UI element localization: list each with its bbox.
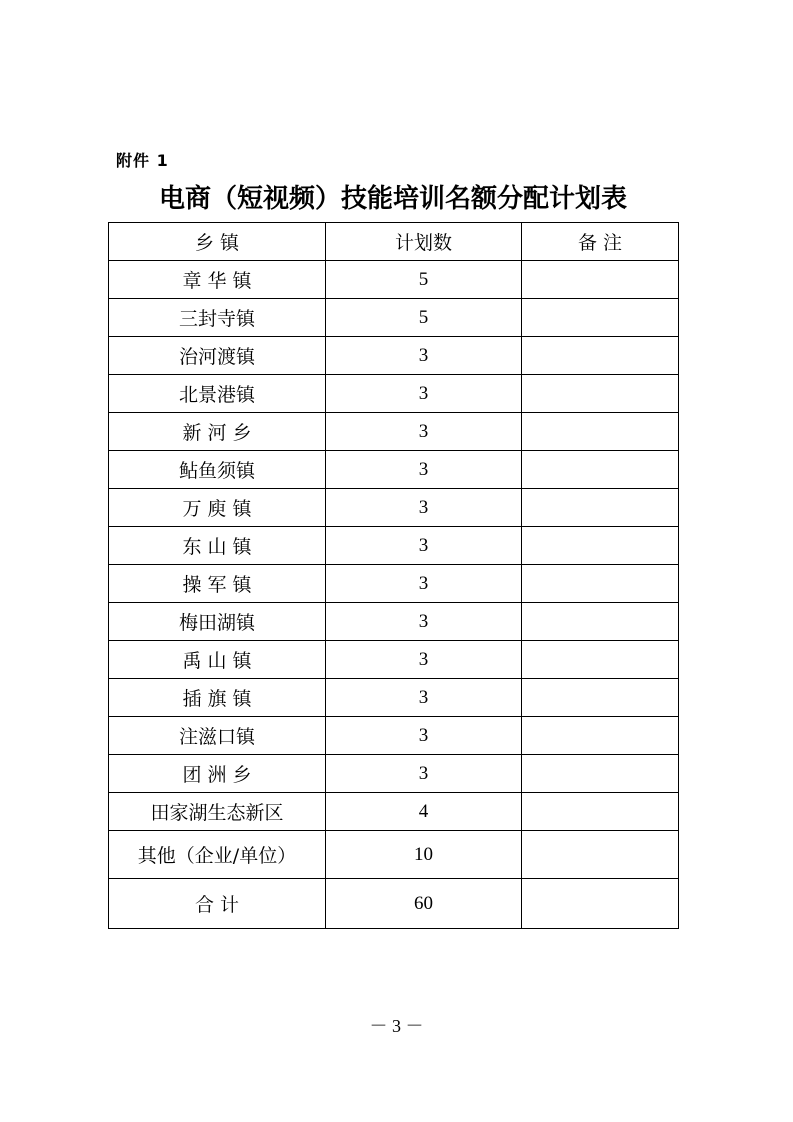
town-cell: 其他（企业/单位）: [109, 831, 326, 879]
note-cell: [522, 375, 679, 413]
count-cell: 3: [326, 451, 522, 489]
town-cell: 三封寺镇: [109, 299, 326, 337]
note-cell: [522, 527, 679, 565]
count-cell: 3: [326, 679, 522, 717]
header-note: 备 注: [522, 223, 679, 261]
town-cell: 北景港镇: [109, 375, 326, 413]
note-cell: [522, 413, 679, 451]
total-count-cell: 60: [326, 879, 522, 929]
count-cell: 3: [326, 717, 522, 755]
count-cell: 3: [326, 641, 522, 679]
note-cell: [522, 489, 679, 527]
attachment-label: 附件 1: [116, 151, 169, 170]
count-cell: 3: [326, 565, 522, 603]
table-header-row: [109, 223, 679, 261]
header-count: 计划数: [326, 223, 522, 261]
table-row: [109, 337, 679, 375]
table-row: [109, 679, 679, 717]
table-row: [109, 603, 679, 641]
note-cell: [522, 603, 679, 641]
note-cell: [522, 337, 679, 375]
total-row: [109, 879, 679, 929]
count-cell: 3: [326, 489, 522, 527]
town-cell: 治河渡镇: [109, 337, 326, 375]
table-row: [109, 527, 679, 565]
header-town: 乡 镇: [109, 223, 326, 261]
table-row: [109, 261, 679, 299]
town-cell: 梅田湖镇: [109, 603, 326, 641]
table-row: [109, 299, 679, 337]
table-row: [109, 641, 679, 679]
note-cell: [522, 565, 679, 603]
table-row: [109, 375, 679, 413]
town-cell: 团 洲 乡: [109, 755, 326, 793]
allocation-table: [108, 222, 679, 929]
note-cell: [522, 831, 679, 879]
count-cell: 10: [326, 831, 522, 879]
count-cell: 3: [326, 527, 522, 565]
table-row: [109, 451, 679, 489]
town-cell: 注滋口镇: [109, 717, 326, 755]
count-cell: 3: [326, 413, 522, 451]
note-cell: [522, 793, 679, 831]
document-title: 电商（短视频）技能培训名额分配计划表: [158, 184, 627, 214]
count-cell: 5: [326, 299, 522, 337]
count-cell: 3: [326, 603, 522, 641]
table-row: [109, 717, 679, 755]
count-cell: 3: [326, 375, 522, 413]
note-cell: [522, 679, 679, 717]
town-cell: 东 山 镇: [109, 527, 326, 565]
town-cell: 万 庾 镇: [109, 489, 326, 527]
town-cell: 禹 山 镇: [109, 641, 326, 679]
note-cell: [522, 755, 679, 793]
count-cell: 3: [326, 755, 522, 793]
note-cell: [522, 451, 679, 489]
count-cell: 5: [326, 261, 522, 299]
table-row: [109, 831, 679, 879]
table-row: [109, 565, 679, 603]
town-cell: 鲇鱼须镇: [109, 451, 326, 489]
count-cell: 4: [326, 793, 522, 831]
note-cell: [522, 641, 679, 679]
town-cell: 新 河 乡: [109, 413, 326, 451]
table-row: [109, 755, 679, 793]
town-cell: 插 旗 镇: [109, 679, 326, 717]
page-number: － 3 －: [369, 1016, 424, 1036]
note-cell: [522, 299, 679, 337]
town-cell: 田家湖生态新区: [109, 793, 326, 831]
total-note-cell: [522, 879, 679, 929]
table-row: [109, 793, 679, 831]
table-row: [109, 489, 679, 527]
note-cell: [522, 717, 679, 755]
total-label-cell: 合 计: [109, 879, 326, 929]
town-cell: 操 军 镇: [109, 565, 326, 603]
count-cell: 3: [326, 337, 522, 375]
table-row: [109, 413, 679, 451]
town-cell: 章 华 镇: [109, 261, 326, 299]
note-cell: [522, 261, 679, 299]
